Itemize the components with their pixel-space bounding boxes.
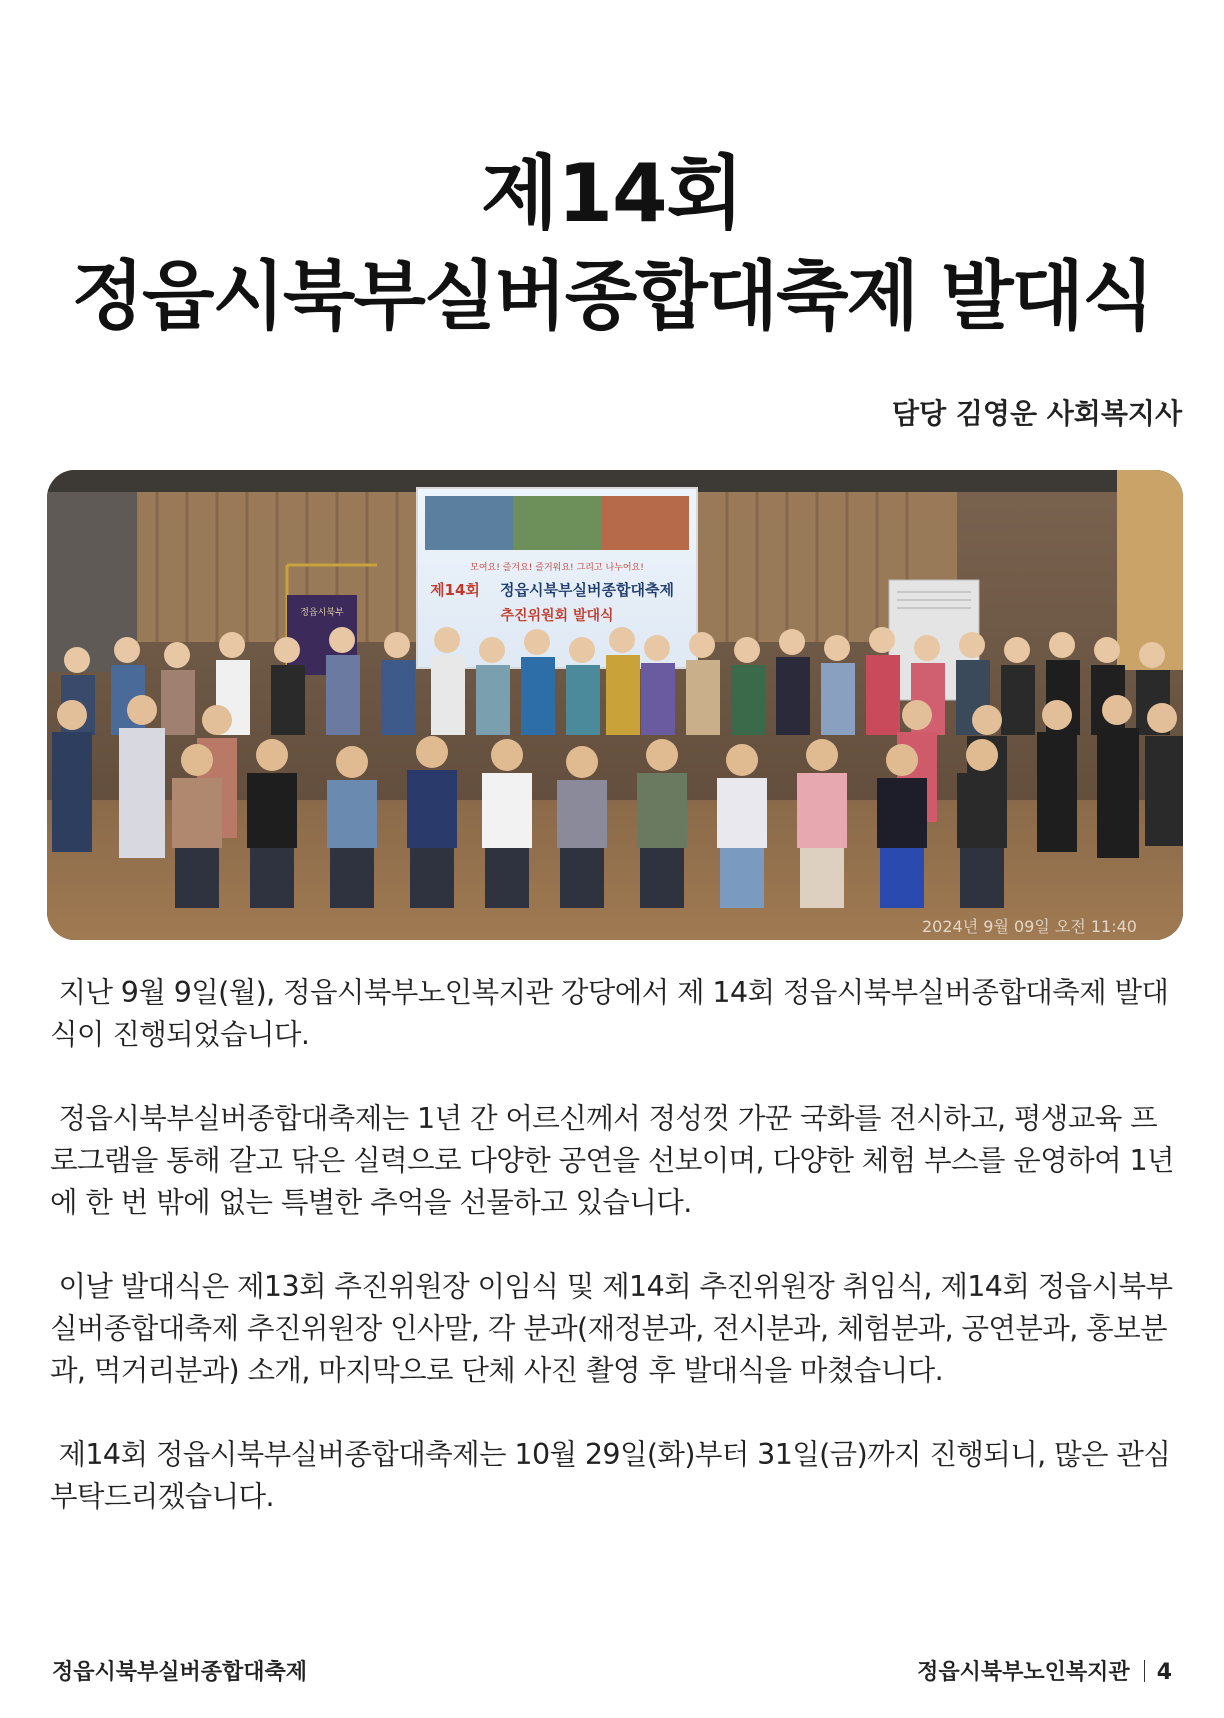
footer-org-name: 정읍시북부노인복지관	[917, 1660, 1130, 1685]
footer-organization	[917, 1655, 1172, 1686]
screen-subtitle: 추진위원회 발대식	[500, 608, 614, 624]
photo-timestamp: 2024년 9월 09일 오전 11:40	[922, 917, 1137, 936]
screen-tagline: 모여요! 즐겨요! 즐거워요! 그리고 나누어요!	[470, 563, 644, 573]
paragraph-4: 제14회 정읍시북부실버종합대축제는 10월 29일(화)부터 31일(금)까지 진행되니, 많은 관심 부탁드리겠습니다.	[50, 1438, 1171, 1513]
screen-title-number: 제14회	[430, 581, 480, 599]
article-body	[50, 972, 1180, 1560]
footer-publication: 정읍시북부실버종합대축제	[52, 1660, 308, 1685]
screen-title: 정읍시북부실버종합대축제	[500, 581, 674, 599]
paragraph-3: 이날 발대식은 제13회 추진위원장 이임식 및 제14회 추진위원장 취임식, 제14회 정읍시북부실버종합대축제 추진위원장 인사말, 각 분과(재정분과, 전시분과, 체험분과, 공연분과, 홍보분과, 먹거리분과) 소개, 마지막으로 단체 사진 촬영 후 발대식을 마쳤습니다.	[50, 1270, 1173, 1387]
title-number: 제14회	[481, 147, 743, 240]
footer-divider	[1144, 1660, 1145, 1682]
paragraph-1: 지난 9월 9일(월), 정읍시북부노인복지관 강당에서 제 14회 정읍시북부실버종합대축제 발대식이 진행되었습니다.	[50, 976, 1169, 1051]
page-number: 4	[1156, 1660, 1172, 1685]
page-title: 정읍시북부실버종합대축제 발대식	[71, 252, 1153, 340]
author-byline: 담당 김영운 사회복지사	[892, 397, 1182, 430]
flag-text: 정읍시북부	[300, 608, 344, 618]
group-photo	[47, 470, 1183, 940]
paragraph-2: 정읍시북부실버종합대축제는 1년 간 어르신께서 정성껏 가꾼 국화를 전시하고, 평생교육 프로그램을 통해 갈고 닦은 실력으로 다양한 공연을 선보이며, 다양한 체험 부스를 운영하여 1년에 한 번 밖에 없는 특별한 추억을 선물하고 있습니다.	[50, 1102, 1174, 1219]
